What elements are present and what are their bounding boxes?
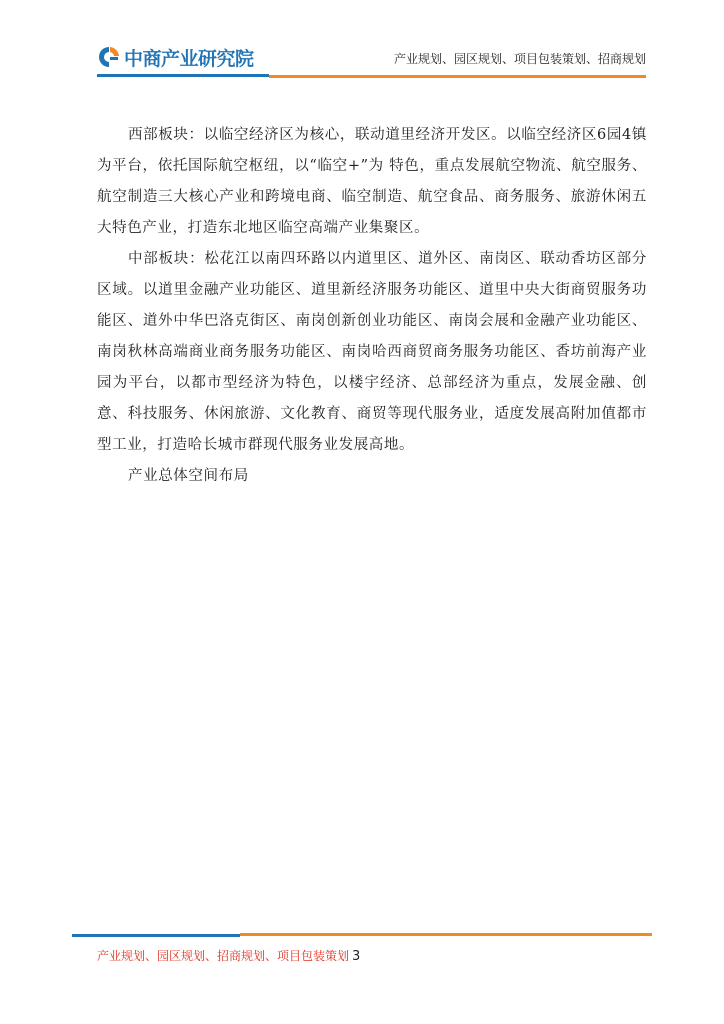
page-number: 3: [352, 949, 361, 964]
header-divider-orange: [269, 75, 646, 78]
paragraph-central-sector: 中部板块：松花江以南四环路以内道里区、道外区、南岗区、联动香坊区部分区域。以道里金融产业功能区、道里新经济服务功能区、道里中央大街商贸服务功能区、道外中华巴洛克街区、南岗创新创业功能区、南岗会展和金融产业功能区、南岗秋林高端商业商务服务功能区、南岗哈西商贸商务服务功能区、香坊前海产业园为平台，以都市型经济为特色，以楼宇经济、总部经济为重点，发展金融、创意、科技服务、休闲旅游、文化教育、商贸等现代服务业，适度发展高附加值都市型工业，打造哈长城市群现代服务业发展高地。: [97, 251, 647, 453]
company-logo: [97, 44, 254, 70]
logo-text: 中商产业研究院: [124, 47, 254, 70]
footer: [97, 947, 360, 964]
header-tagline: 产业规划、园区规划、项目包装策划、招商规划: [393, 52, 646, 66]
footer-tagline: 产业规划、园区规划、招商规划、项目包装策划: [97, 949, 350, 963]
logo-mark-icon: [97, 45, 121, 69]
footer-divider-blue: [72, 934, 240, 937]
document-body: [97, 120, 647, 492]
section-heading: 产业总体空间布局: [128, 468, 249, 484]
header-divider-blue: [97, 74, 269, 77]
footer-divider-orange: [240, 933, 652, 936]
paragraph-west-sector: 西部板块：以临空经济区为核心，联动道里经济开发区。以临空经济区6园4镇为平台，依托国际航空枢纽，以“临空+”为 特色，重点发展航空物流、航空服务、航空制造三大核心产业和跨境电商、临空制造、航空食品、商务服务、旅游休闲五大特色产业，打造东北地区临空高端产业集聚区。: [97, 127, 647, 236]
